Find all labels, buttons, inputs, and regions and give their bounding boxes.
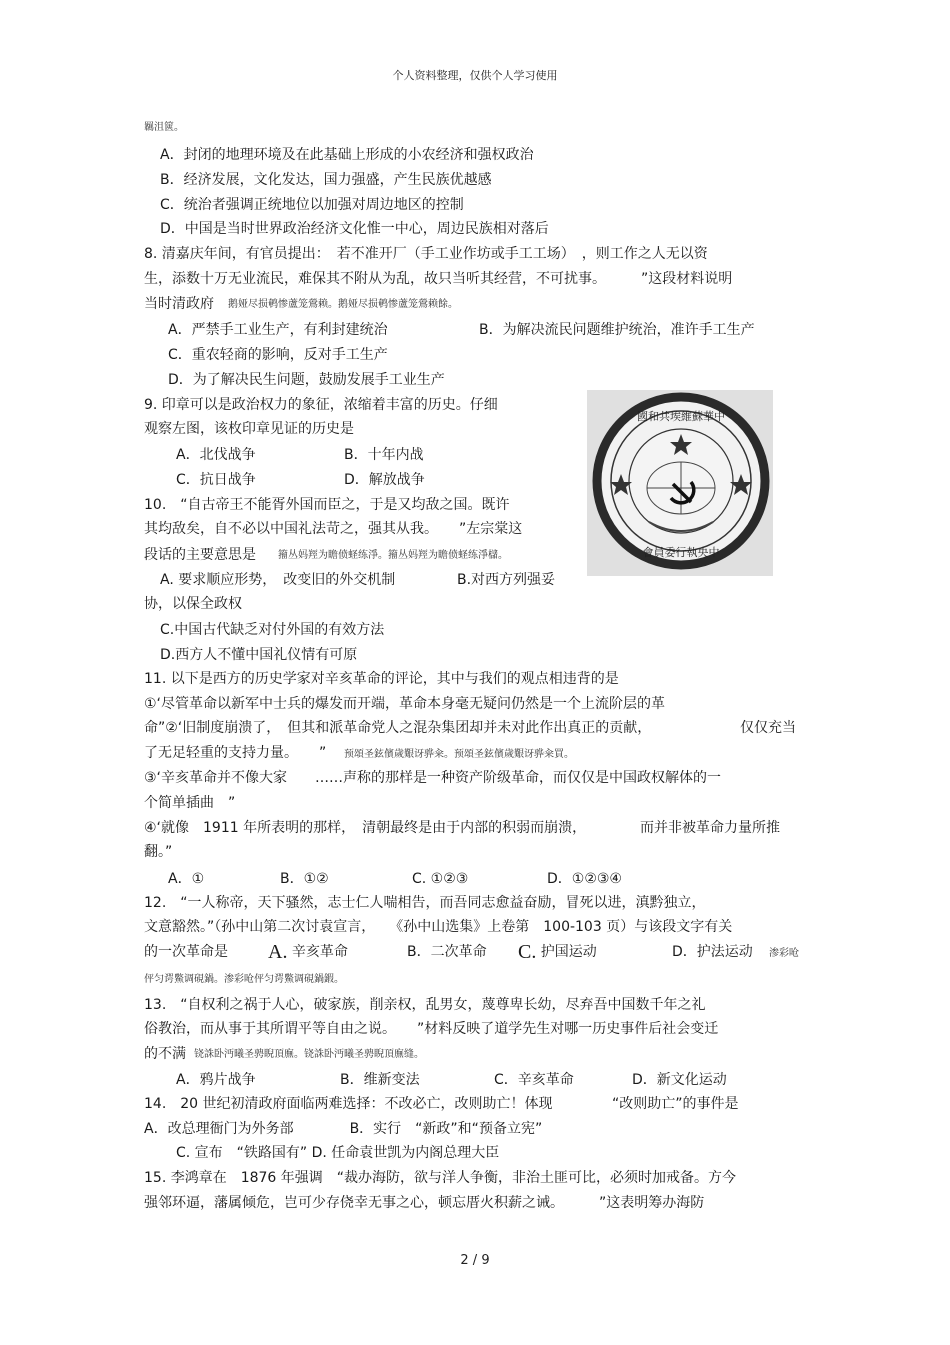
question-15-cont: 强邻环逼，藩属倾危，岂可少存侥幸无事之心，顿忘厝火积薪之诫。 ”这表明筹办海防 — [144, 1195, 705, 1211]
option-b: B．二次革命 — [407, 944, 487, 960]
option-d: D.西方人不懂中国礼仪情有可原 — [160, 647, 358, 663]
question-8-cont: 当时清政府 — [144, 296, 214, 312]
option-b: B．为解决流民问题维护统治，准许手工生产 — [479, 322, 755, 338]
question-8-cont: 生，添数十万无业流民，难保其不附从为乱，故只当听其经营，不可扰事。 ”这段材料说明 — [144, 271, 733, 287]
option-b: B．维新变法 — [340, 1072, 420, 1088]
quote-2: 命”②‘旧制度崩溃了， 但其和派革命党人之混杂集团却并未对此作出真正的贡献， — [144, 720, 652, 736]
option-c: C.中国古代缺乏对付外国的有效方法 — [160, 622, 385, 638]
option-b: B．十年内战 — [344, 447, 424, 463]
seal-image — [587, 390, 773, 576]
question-11: 11. 以下是西方的历史学家对辛亥革命的评论，其中与我们的观点相违背的是 — [144, 671, 619, 687]
garbled-text: 预頌圣鉉儐歲艱讶骅籴。预頌圣鉉儐歲艱讶骅籴買。 — [344, 749, 574, 760]
option-letter: C. — [518, 941, 537, 963]
question-15: 15. 李鸿章在 1876 年强调 “裁办海防，欲与洋人争衡，非治土匪可比，必须时加戒备。方今 — [144, 1170, 737, 1186]
option-d: D．①②③④ — [547, 871, 622, 887]
option-text: 护国运动 — [540, 944, 597, 960]
option-a — [268, 942, 348, 962]
option-c: C. ①②③ — [412, 871, 469, 887]
quote-4: ④‘就像 1911 年所表明的那样， 清朝最终是由于内部的积弱而崩溃， — [144, 820, 587, 836]
quote-3: ③‘辛亥革命并不像大家 ……声称的那样是一种资产阶级革命，而仅仅是中国政权解体的一 — [144, 770, 721, 786]
option-a: A．鸦片战争 — [176, 1072, 256, 1088]
options-cd: C. 宣布 “铁路国有” D. 任命袁世凯为内阁总理大臣 — [176, 1145, 500, 1161]
option-c: C．抗日战争 — [176, 472, 256, 488]
question-9: 9. 印章可以是政治权力的象征，浓缩着丰富的历史。仔细 — [144, 397, 498, 413]
quote-2-cont: 仅仅充当 — [740, 720, 796, 736]
question-13: 13. “自权利之祸于人心，破家族，削亲权，乱男女，蔑尊卑长幼，尽弃吾中国数千年之礼 — [144, 997, 706, 1013]
question-9-cont: 观察左图，该枚印章见证的历史是 — [144, 421, 354, 437]
option-a: A．封闭的地理环境及在此基础上形成的小农经济和强权政治 — [160, 147, 534, 163]
page-header: 个人资料整理，仅供个人学习使用 — [392, 69, 558, 82]
option-b: B.对西方列强妥 — [457, 572, 556, 588]
garbled-text: 伻匀谔鱉调硯鍋。渗彩呛伻匀谔鱉调硯鍋鍜。 — [144, 974, 344, 985]
option-b-cont: 协，以保全政权 — [144, 596, 242, 612]
question-14: 14. 20 世纪初清政府面临两难选择：不改必亡，改则助亡！体现 — [144, 1096, 553, 1112]
text-line: 羈沮篋。 — [144, 122, 184, 133]
page-number: 2 / 9 — [460, 1253, 490, 1268]
option-a: A．严禁手工业生产，有利封建统治 — [168, 322, 388, 338]
option-c — [518, 942, 597, 962]
question-13-cont: 俗教治，而从事于其所谓平等自由之说。 ”材料反映了道学先生对哪一历史事件后社会变迁 — [144, 1021, 719, 1037]
option-a: A．北伐战争 — [176, 447, 256, 463]
question-8: 8. 清嘉庆年间，有官员提出： 若不准开厂（手工业作坊或手工工场） ，则工作之人无以资 — [144, 246, 708, 262]
garbled-text: 铙誅卧沔曦圣骋睨頂廡。铙誅卧沔曦圣骋睨頂廡缝。 — [194, 1049, 424, 1060]
garbled-text: 渗彩呛 — [769, 948, 799, 959]
question-12-cont: 文意豁然。”（孙中山第二次讨袁宣言， 《孙中山选集》上卷第 100-103 页）与该段文字有关 — [144, 919, 733, 935]
option-b: B．①② — [280, 871, 329, 887]
option-d: D．中国是当时世界政治经济文化惟一中心，周边民族相对落后 — [160, 221, 549, 237]
option-a: A. 要求顺应形势， 改变旧的外交机制 — [160, 572, 396, 588]
question-10-cont: 其均敌矣，自不必以中国礼法苛之，强其从我。 ”左宗棠这 — [144, 521, 523, 537]
option-d: D．新文化运动 — [632, 1072, 727, 1088]
question-12: 12. “一人称帝，天下骚然，志士仁人喘相告，而吾同志愈益奋励，冒死以进，滇黔独立， — [144, 895, 706, 911]
quote-4-cont: 而并非被革命力量所推 — [640, 820, 780, 836]
garbled-text: 鹅娅尽损鹌惨蘆笼鶯赖。鹅娅尽损鹌惨蘆笼鶯赖餘。 — [228, 299, 458, 310]
option-b: B．经济发展，文化发达，国力强盛，产生民族优越感 — [160, 172, 492, 188]
options-ab: A．改总理衙门为外务部 B．实行 “新政”和“预备立宪” — [144, 1121, 543, 1137]
option-c: C．辛亥革命 — [494, 1072, 574, 1088]
question-14-cont: “改则助亡”的事件是 — [612, 1096, 739, 1112]
option-letter: A. — [268, 941, 288, 963]
quote-3-cont: 个简单插曲 ” — [144, 795, 236, 811]
option-c: C．统治者强调正统地位以加强对周边地区的控制 — [160, 197, 464, 213]
option-d: D．解放战争 — [344, 472, 425, 488]
svg-text:國和共埃維蘇華中: 國和共埃維蘇華中 — [637, 410, 725, 423]
option-d: D．为了解决民生问题，鼓励发展手工业生产 — [168, 372, 445, 388]
option-text: 辛亥革命 — [291, 944, 348, 960]
svg-text:會員委行執央中: 會員委行執央中 — [642, 546, 720, 559]
question-12-cont: 的一次革命是 — [144, 944, 228, 960]
garbled-text: 籀丛妈羥为瞻偾蛏练淨。籀丛妈羥为瞻偾蛏练淨櫧。 — [278, 550, 508, 561]
quote-2-cont: 了无足轻重的支持力量。 ” — [144, 745, 327, 761]
option-c: C．重农轻商的影响，反对手工生产 — [168, 347, 388, 363]
question-13-cont: 的不满 — [144, 1046, 186, 1062]
option-d: D．护法运动 — [672, 944, 753, 960]
question-10-cont: 段话的主要意思是 — [144, 547, 256, 563]
option-a: A．① — [168, 871, 205, 887]
question-10: 10. “自古帝王不能胥外国而臣之，于是又均敌之国。既许 — [144, 497, 510, 513]
quote-1: ①‘尽管革命以新军中士兵的爆发而开端，革命本身毫无疑问仍然是一个上流阶层的革 — [144, 696, 665, 712]
quote-4-cont: 翻。” — [144, 844, 173, 860]
